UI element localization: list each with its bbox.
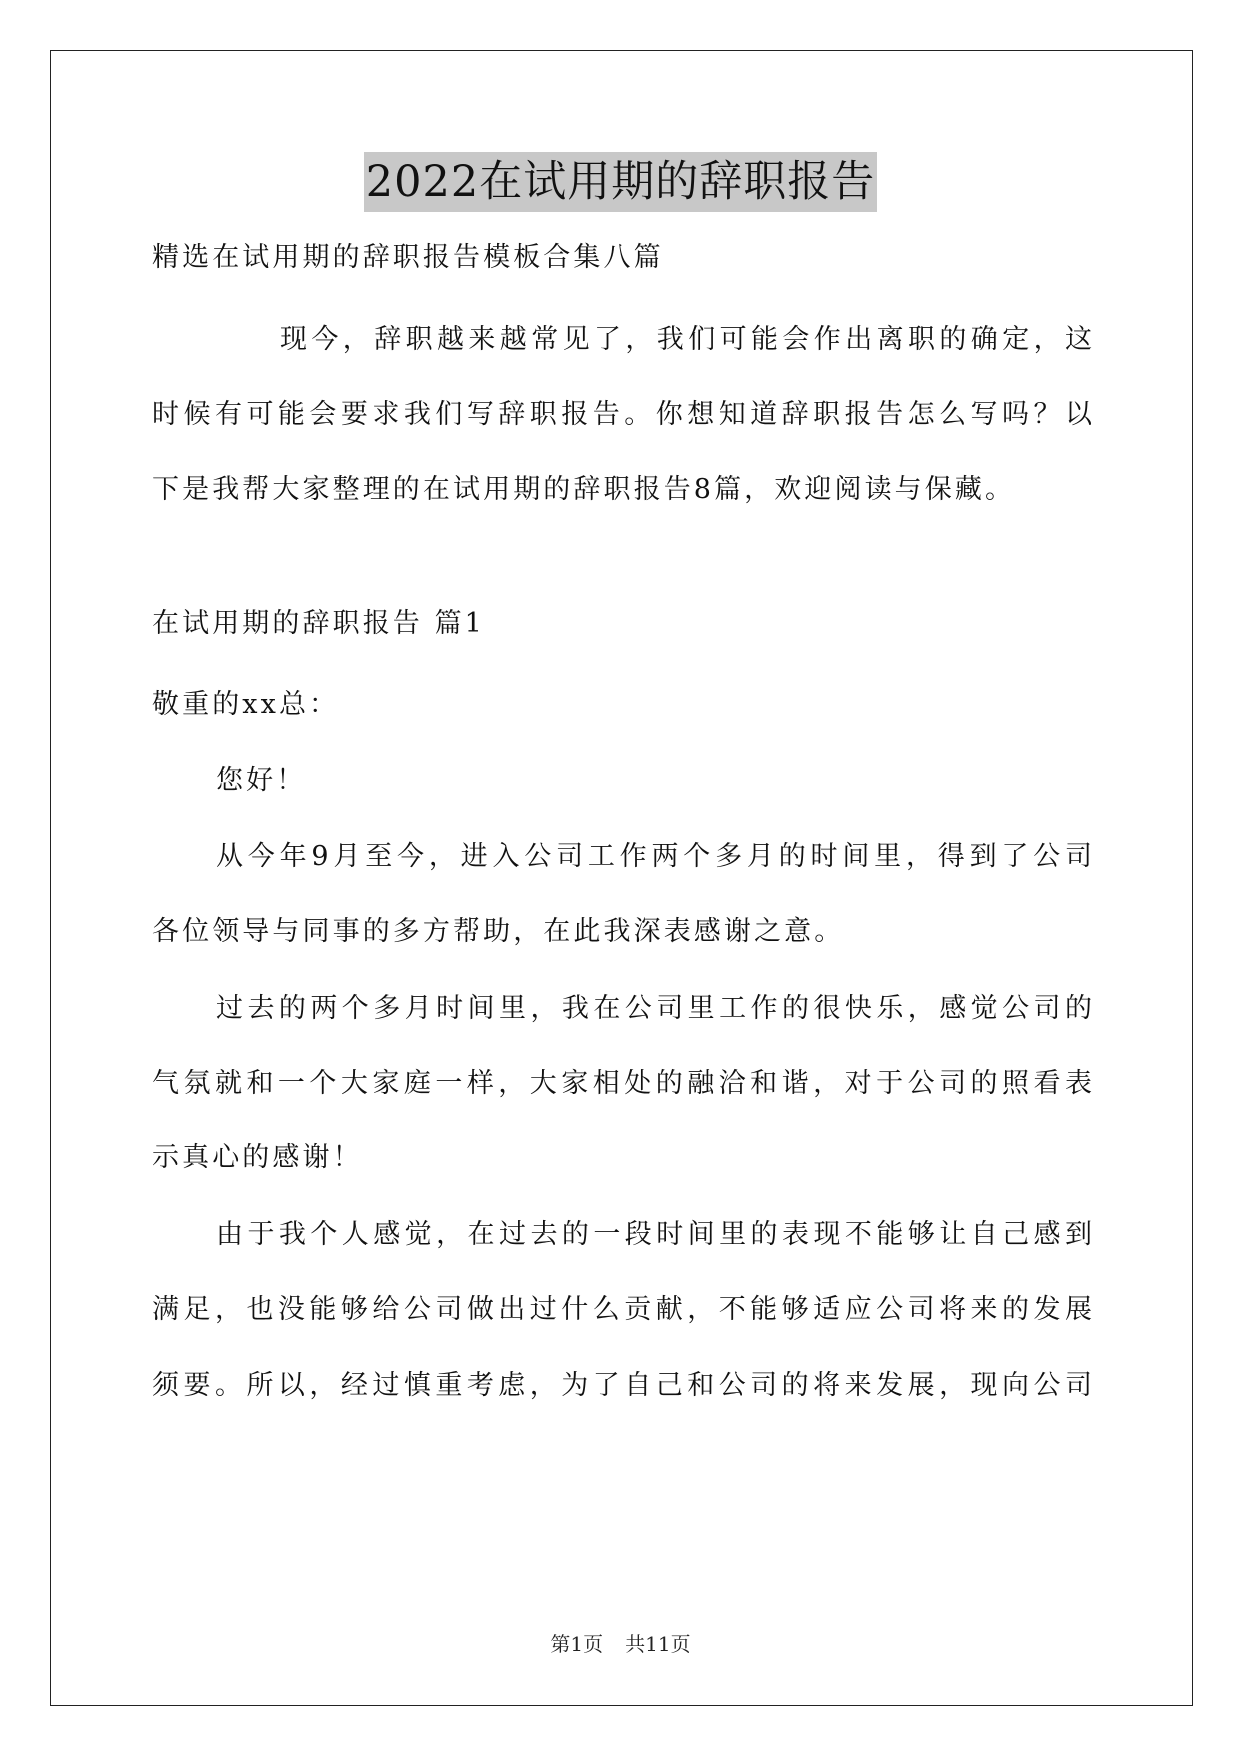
title-container (0, 152, 1241, 212)
page-total: 共11页 (625, 1632, 691, 1656)
paragraph-2-line-3: 示真心的感谢！ (152, 1142, 363, 1173)
intro-line-2: 时候有可能会要求我们写辞职报告。你想知道辞职报告怎么写吗？以 (152, 399, 1092, 430)
document-title: 2022在试用期的辞职报告 (364, 152, 877, 212)
greeting: 您好！ (216, 765, 307, 796)
intro-line-3: 下是我帮大家整理的在试用期的辞职报告8篇，欢迎阅读与保藏。 (152, 474, 1016, 505)
salutation: 敬重的xx总： (152, 689, 340, 720)
paragraph-1-line-1: 从今年9月至今，进入公司工作两个多月的时间里，得到了公司 (216, 841, 1092, 872)
paragraph-3-line-2: 满足，也没能够给公司做出过什么贡献，不能够适应公司将来的发展 (152, 1294, 1092, 1325)
intro-line-1: 现今，辞职越来越常见了，我们可能会作出离职的确定，这 (280, 324, 1092, 355)
page-number: 第1页 (550, 1632, 604, 1656)
paragraph-3-line-1: 由于我个人感觉，在过去的一段时间里的表现不能够让自己感到 (216, 1219, 1092, 1250)
section-heading: 在试用期的辞职报告 篇1 (152, 608, 485, 639)
paragraph-3-line-3: 须要。所以，经过慎重考虑，为了自己和公司的将来发展，现向公司 (152, 1370, 1092, 1401)
paragraph-2-line-1: 过去的两个多月时间里，我在公司里工作的很快乐，感觉公司的 (216, 993, 1092, 1024)
paragraph-2-line-2: 气氛就和一个大家庭一样，大家相处的融洽和谐，对于公司的照看表 (152, 1068, 1092, 1099)
document-subtitle: 精选在试用期的辞职报告模板合集八篇 (152, 242, 664, 273)
paragraph-1-line-2: 各位领导与同事的多方帮助，在此我深表感谢之意。 (152, 916, 845, 947)
page-border (50, 50, 1193, 1706)
page-footer (0, 1630, 1241, 1658)
